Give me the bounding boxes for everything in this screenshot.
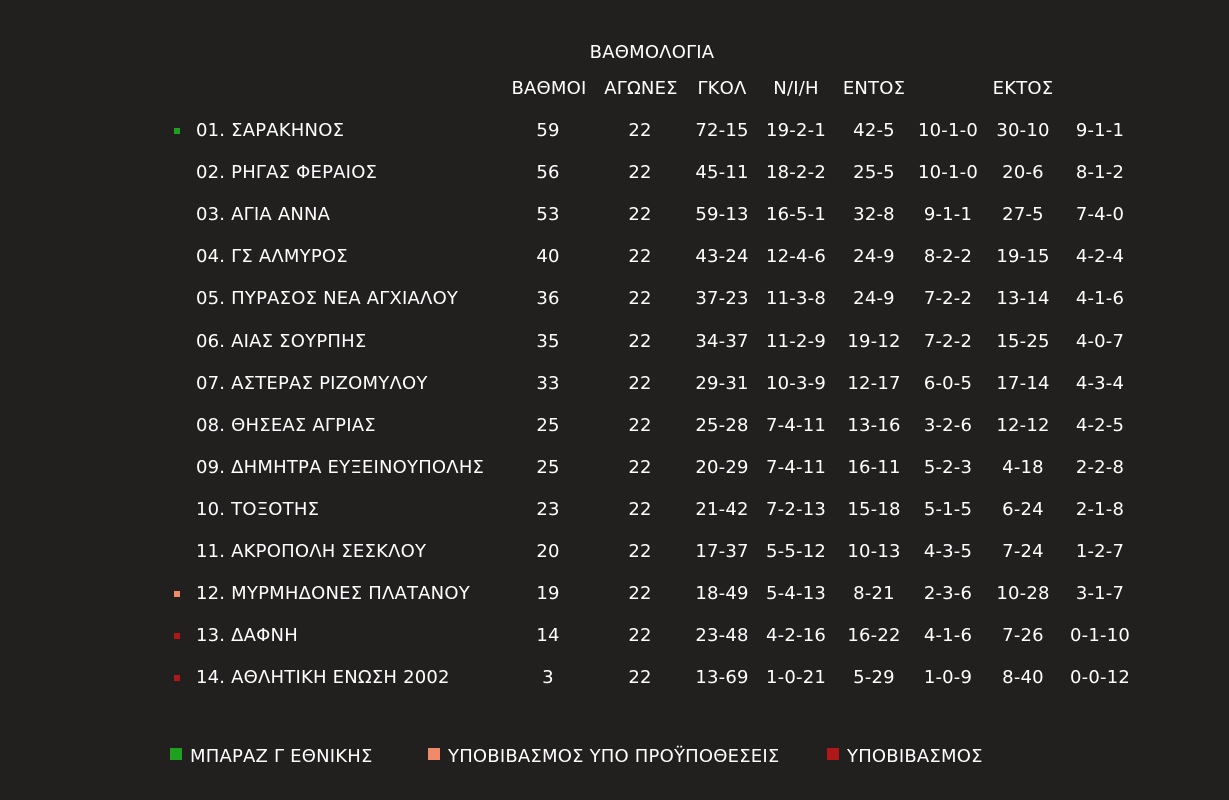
home-goals-cell: 24-9: [853, 288, 895, 310]
home-goals-cell: 32-8: [853, 204, 895, 226]
standings-title: ΒΑΘΜΟΛΟΓΙΑ: [589, 42, 715, 63]
points-cell: 36: [536, 288, 560, 310]
away-goals-cell: 12-12: [996, 414, 1050, 436]
away-wdl-cell: 8-1-2: [1075, 162, 1125, 184]
away-wdl-cell: 4-0-7: [1075, 330, 1125, 352]
points-cell: 59: [536, 120, 560, 141]
away-wdl-cell: 0-1-10: [1070, 625, 1130, 647]
matches-cell: 22: [628, 498, 652, 520]
away-wdl-cell: 0-0-12: [1070, 667, 1130, 689]
team-name: 02. ΡΗΓΑΣ ΦΕΡΑΙΟΣ: [196, 162, 378, 184]
team-name: 13. ΔΑΦΝΗ: [196, 625, 298, 647]
legend-swatch: [170, 748, 182, 760]
home-goals-cell: 24-9: [853, 246, 895, 268]
away-goals-cell: 8-40: [1002, 667, 1044, 689]
table-row: [0, 540, 1229, 582]
away-wdl-cell: 4-2-4: [1075, 246, 1125, 268]
matches-cell: 22: [628, 541, 652, 562]
wdl-cell: 4-2-16: [766, 625, 826, 647]
wdl-cell: 11-3-8: [766, 288, 826, 310]
home-goals-cell: 15-18: [847, 498, 901, 520]
away-goals-cell: 7-24: [1002, 541, 1044, 562]
status-marker: [174, 633, 180, 639]
matches-cell: 22: [628, 372, 652, 394]
team-name: 12. ΜΥΡΜΗΔΟΝΕΣ ΠΛΑΤΑΝΟΥ: [196, 583, 470, 605]
away-wdl-cell: 7-4-0: [1075, 204, 1125, 226]
points-cell: 25: [536, 414, 560, 436]
home-goals-cell: 8-21: [853, 583, 895, 605]
matches-cell: 22: [628, 625, 652, 647]
away-goals-cell: 10-28: [996, 583, 1050, 605]
wdl-cell: 5-4-13: [766, 583, 826, 605]
wdl-cell: 5-5-12: [766, 541, 826, 562]
home-wdl-cell: 10-1-0: [918, 162, 978, 184]
table-row: [0, 372, 1229, 414]
table-row: [0, 245, 1229, 287]
away-goals-cell: 6-24: [1002, 498, 1044, 520]
status-marker: [174, 675, 180, 681]
header-goals: ΓΚΟΛ: [697, 78, 747, 99]
table-row: [0, 161, 1229, 203]
team-name: 11. ΑΚΡΟΠΟΛΗ ΣΕΣΚΛΟΥ: [196, 541, 427, 562]
wdl-cell: 7-4-11: [766, 456, 826, 478]
legend-label: ΜΠΑΡΑΖ Γ ΕΘΝΙΚΗΣ: [190, 746, 373, 767]
home-wdl-cell: 4-1-6: [923, 625, 973, 647]
home-goals-cell: 42-5: [853, 120, 895, 141]
table-row: [0, 119, 1229, 161]
header-points: ΒΑΘΜΟΙ: [511, 78, 587, 99]
status-marker: [174, 128, 180, 134]
goals-cell: 21-42: [695, 498, 749, 520]
away-goals-cell: 27-5: [1002, 204, 1044, 226]
matches-cell: 22: [628, 414, 652, 436]
away-wdl-cell: 2-2-8: [1075, 456, 1125, 478]
away-goals-cell: 17-14: [996, 372, 1050, 394]
table-row: [0, 624, 1229, 666]
wdl-cell: 1-0-21: [766, 667, 826, 689]
away-goals-cell: 19-15: [996, 246, 1050, 268]
legend-swatch: [827, 748, 839, 760]
points-cell: 14: [536, 625, 560, 647]
points-cell: 19: [536, 583, 560, 605]
away-wdl-cell: 9-1-1: [1075, 120, 1125, 141]
home-goals-cell: 13-16: [847, 414, 901, 436]
table-row: [0, 498, 1229, 540]
table-row: [0, 456, 1229, 498]
goals-cell: 23-48: [695, 625, 749, 647]
home-wdl-cell: 7-2-2: [923, 288, 973, 310]
matches-cell: 22: [628, 246, 652, 268]
team-name: 05. ΠΥΡΑΣΟΣ ΝΕΑ ΑΓΧΙΑΛΟΥ: [196, 288, 459, 310]
home-wdl-cell: 8-2-2: [923, 246, 973, 268]
goals-cell: 43-24: [695, 246, 749, 268]
away-wdl-cell: 4-1-6: [1075, 288, 1125, 310]
away-wdl-cell: 3-1-7: [1075, 583, 1125, 605]
away-goals-cell: 13-14: [996, 288, 1050, 310]
wdl-cell: 10-3-9: [766, 372, 826, 394]
points-cell: 25: [536, 456, 560, 478]
away-goals-cell: 7-26: [1002, 625, 1044, 647]
goals-cell: 29-31: [695, 372, 749, 394]
header-wdl: Ν/Ι/Η: [773, 78, 819, 99]
team-name: 01. ΣΑΡΑΚΗΝΟΣ: [196, 120, 345, 141]
wdl-cell: 7-2-13: [766, 498, 826, 520]
table-row: [0, 582, 1229, 624]
home-wdl-cell: 9-1-1: [923, 204, 973, 226]
goals-cell: 34-37: [695, 330, 749, 352]
team-name: 14. ΑΘΛΗΤΙΚΗ ΕΝΩΣΗ 2002: [196, 667, 450, 689]
wdl-cell: 19-2-1: [766, 120, 826, 141]
home-goals-cell: 12-17: [847, 372, 901, 394]
points-cell: 23: [536, 498, 560, 520]
team-name: 03. ΑΓΙΑ ΑΝΝΑ: [196, 204, 331, 226]
points-cell: 35: [536, 330, 560, 352]
matches-cell: 22: [628, 120, 652, 141]
goals-cell: 45-11: [695, 162, 749, 184]
goals-cell: 72-15: [695, 120, 749, 141]
wdl-cell: 7-4-11: [766, 414, 826, 436]
table-row: [0, 287, 1229, 329]
home-goals-cell: 16-11: [847, 456, 901, 478]
table-row: [0, 414, 1229, 456]
table-row: [0, 330, 1229, 372]
wdl-cell: 12-4-6: [766, 246, 826, 268]
table-row: [0, 203, 1229, 245]
team-name: 04. ΓΣ ΑΛΜΥΡΟΣ: [196, 246, 348, 268]
team-name: 08. ΘΗΣΕΑΣ ΑΓΡΙΑΣ: [196, 414, 376, 436]
goals-cell: 17-37: [695, 541, 749, 562]
header-matches: ΑΓΩΝΕΣ: [604, 78, 678, 99]
away-goals-cell: 30-10: [996, 120, 1050, 141]
home-wdl-cell: 6-0-5: [923, 372, 973, 394]
team-name: 10. ΤΟΞΟΤΗΣ: [196, 498, 320, 520]
matches-cell: 22: [628, 330, 652, 352]
goals-cell: 18-49: [695, 583, 749, 605]
away-goals-cell: 15-25: [996, 330, 1050, 352]
home-goals-cell: 25-5: [853, 162, 895, 184]
goals-cell: 25-28: [695, 414, 749, 436]
away-wdl-cell: 2-1-8: [1075, 498, 1125, 520]
home-goals-cell: 16-22: [847, 625, 901, 647]
home-wdl-cell: 3-2-6: [923, 414, 973, 436]
matches-cell: 22: [628, 288, 652, 310]
matches-cell: 22: [628, 583, 652, 605]
table-row: [0, 666, 1229, 708]
away-goals-cell: 4-18: [1002, 456, 1044, 478]
legend-label: ΥΠΟΒΙΒΑΣΜΟΣ: [847, 746, 983, 767]
away-wdl-cell: 4-2-5: [1075, 414, 1125, 436]
away-wdl-cell: 4-3-4: [1075, 372, 1125, 394]
points-cell: 3: [542, 667, 554, 689]
goals-cell: 59-13: [695, 204, 749, 226]
away-goals-cell: 20-6: [1002, 162, 1044, 184]
points-cell: 33: [536, 372, 560, 394]
home-goals-cell: 19-12: [847, 330, 901, 352]
points-cell: 56: [536, 162, 560, 184]
home-goals-cell: 10-13: [847, 541, 901, 562]
home-wdl-cell: 5-2-3: [923, 456, 973, 478]
home-wdl-cell: 4-3-5: [923, 541, 973, 562]
home-goals-cell: 5-29: [853, 667, 895, 689]
home-wdl-cell: 10-1-0: [918, 120, 978, 141]
header-home: ΕΝΤΟΣ: [842, 78, 906, 99]
team-name: 06. ΑΙΑΣ ΣΟΥΡΠΗΣ: [196, 330, 367, 352]
team-name: 07. ΑΣΤΕΡΑΣ ΡΙΖΟΜΥΛΟΥ: [196, 372, 428, 394]
goals-cell: 20-29: [695, 456, 749, 478]
goals-cell: 13-69: [695, 667, 749, 689]
matches-cell: 22: [628, 667, 652, 689]
wdl-cell: 16-5-1: [766, 204, 826, 226]
points-cell: 53: [536, 204, 560, 226]
legend-label: ΥΠΟΒΙΒΑΣΜΟΣ ΥΠΟ ΠΡΟΫΠΟΘΕΣΕΙΣ: [448, 746, 780, 767]
home-wdl-cell: 7-2-2: [923, 330, 973, 352]
away-wdl-cell: 1-2-7: [1075, 541, 1125, 562]
wdl-cell: 18-2-2: [766, 162, 826, 184]
wdl-cell: 11-2-9: [766, 330, 826, 352]
matches-cell: 22: [628, 456, 652, 478]
home-wdl-cell: 5-1-5: [923, 498, 973, 520]
home-wdl-cell: 1-0-9: [923, 667, 973, 689]
team-name: 09. ΔΗΜΗΤΡΑ ΕΥΞΕΙΝΟΥΠΟΛΗΣ: [196, 456, 485, 478]
home-wdl-cell: 2-3-6: [923, 583, 973, 605]
status-marker: [174, 591, 180, 597]
points-cell: 20: [536, 541, 560, 562]
goals-cell: 37-23: [695, 288, 749, 310]
header-away: ΕΚΤΟΣ: [992, 78, 1054, 99]
points-cell: 40: [536, 246, 560, 268]
matches-cell: 22: [628, 162, 652, 184]
matches-cell: 22: [628, 204, 652, 226]
legend-swatch: [428, 748, 440, 760]
